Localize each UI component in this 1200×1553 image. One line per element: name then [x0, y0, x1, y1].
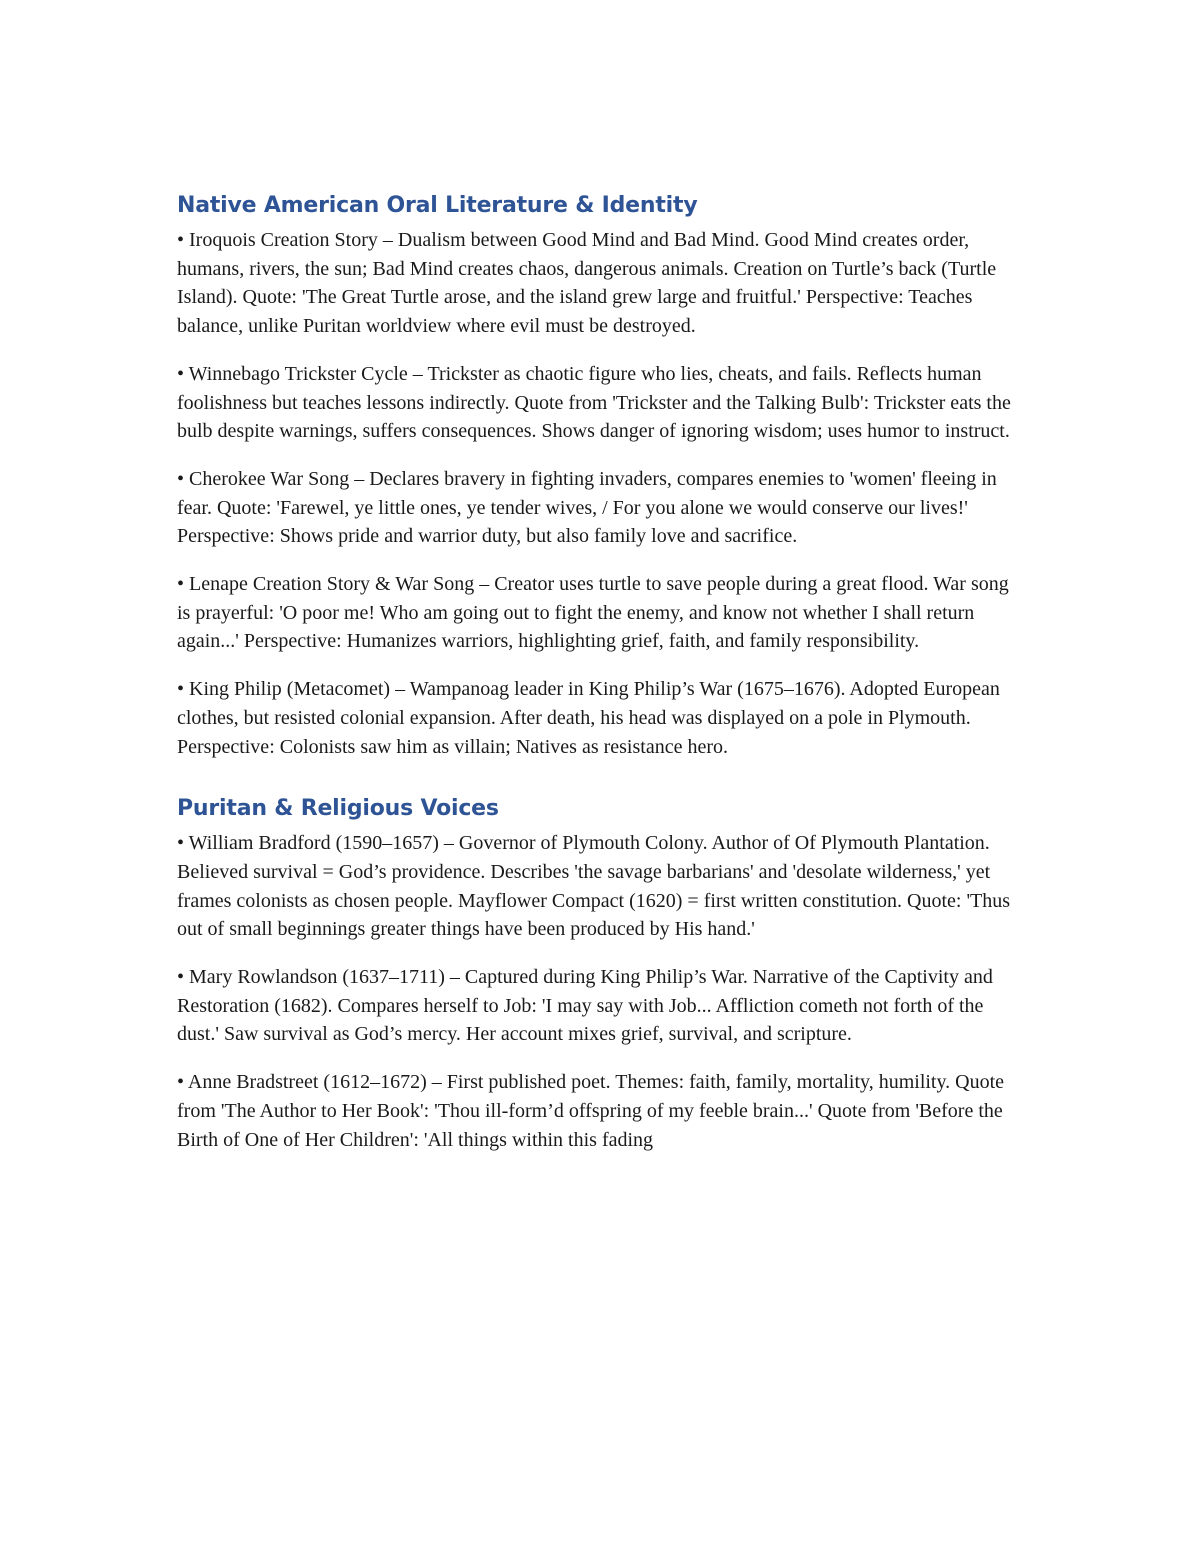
entry-iroquois: • Iroquois Creation Story – Dualism between Good Mind and Bad Mind. Good Mind creates order, humans, rivers, the sun; Bad Mind creates chaos, dangerous animals. Creation on Turtle’s back (Turtle Island). Quote: 'The Great Turtle arose, and the island grew large and fruitful.' Perspective: Teaches balance, unlike Puritan worldview where evil must be destroyed. — [177, 229, 997, 338]
entry-king-philip: • King Philip (Metacomet) – Wampanoag leader in King Philip’s War (1675–1676). Adopted European clothes, but resisted colonial expansion. After death, his head was displayed on a pole in Plymouth. Perspective: Colonists saw him as villain; Natives as resistance hero. — [177, 678, 1000, 758]
section-puritan — [177, 793, 1027, 1154]
entry-lenape: • Lenape Creation Story & War Song – Creator uses turtle to save people during a great flood. War song is prayerful: 'O poor me! Who am going out to fight the enemy, and know not whether I shall return again...' Perspective: Humanizes warriors, highlighting grief, faith, and family responsibility. — [177, 573, 1009, 653]
entry-bradford: • William Bradford (1590–1657) – Governor of Plymouth Colony. Author of Of Plymouth Plantation. Believed survival = God’s providence. Describes 'the savage barbarians' and 'desolate wilderness,' yet frames colonists as chosen people. Mayflower Compact (1620) = first written constitution. Quote: 'Thus out of small beginnings greater things have been produced by His hand.' — [177, 832, 1011, 941]
entry-rowlandson: • Mary Rowlandson (1637–1711) – Captured during King Philip’s War. Narrative of the Captivity and Restoration (1682). Compares herself to Job: 'I may say with Job... Affliction cometh not forth of the dust.' Saw survival as God’s mercy. Her account mixes grief, survival, and scripture. — [177, 966, 993, 1046]
entry-winnebago: • Winnebago Trickster Cycle – Trickster as chaotic figure who lies, cheats, and fails. Reflects human foolishness but teaches lessons indirectly. Quote from 'Trickster and the Talking Bulb': Trickster eats the bulb despite warnings, suffers consequences. Shows danger of ignoring wisdom; uses humor to instruct. — [177, 362, 1011, 443]
section-heading: Native American Oral Literature & Identity — [177, 193, 698, 218]
document-body — [177, 190, 1027, 1180]
entry-bradstreet: • Anne Bradstreet (1612–1672) – First published poet. Themes: faith, family, mortality, humility. Quote from 'The Author to Her Book': 'Thou ill-form’d offspring of my feeble brain...' Quote from 'Before the Birth of One of Her Children': 'All things within this fading — [177, 1071, 1005, 1151]
section-heading: Puritan & Religious Voices — [177, 796, 499, 822]
section-native-american — [177, 190, 1027, 761]
entry-cherokee: • Cherokee War Song – Declares bravery in fighting invaders, compares enemies to 'women' fleeing in fear. Quote: 'Farewel, ye little ones, ye tender wives, / For you alone we would conserve our lives!' Perspective: Shows pride and warrior duty, but also family love and sacrifice. — [177, 467, 997, 548]
